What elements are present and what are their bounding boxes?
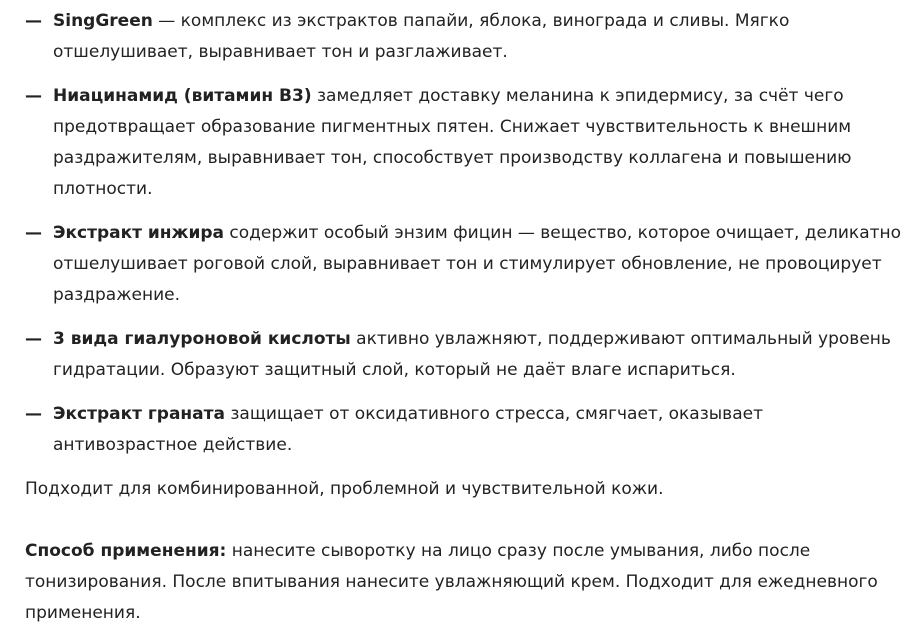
ingredient-list (25, 6, 907, 461)
usage-paragraph (25, 536, 907, 629)
ingredient-term: 3 вида гиалуроновой кислоты (53, 329, 351, 349)
ingredient-term: Экстракт инжира (53, 223, 225, 243)
dash-bullet: — (25, 404, 42, 424)
dash-bullet: — (25, 329, 42, 349)
dash-bullet: — (25, 86, 42, 106)
ingredient-item (25, 218, 907, 311)
ingredient-description: содержит особый энзим фицин — вещество, которое очищает, деликатно отшелушивает роговой слой, выравнивает тон и стимулирует обновление, не провоцирует раздражение. (53, 223, 902, 305)
dash-bullet: — (25, 11, 42, 31)
ingredient-description: замедляет доставку меланина к эпидермису, за счёт чего предотвращает образование пигментных пятен. Снижает чувствительность к внешним раздражителям, выравнивает тон, способствует производству коллагена и повышению плотности. (53, 86, 852, 199)
ingredient-term: SingGreen (53, 11, 153, 31)
usage-text: нанесите сыворотку на лицо сразу после умывания, либо после тонизирования. После впитывания нанесите увлажняющий крем. Подходит для ежедневного применения. (25, 541, 878, 623)
ingredient-item (25, 81, 907, 205)
ingredient-term: Экстракт граната (53, 404, 225, 424)
ingredient-item (25, 399, 907, 461)
ingredient-item (25, 6, 907, 68)
ingredient-description: активно увлажняют, поддерживают оптимальный уровень гидратации. Образуют защитный слой, который не даёт влаге испариться. (53, 329, 891, 380)
skin-types-note: Подходит для комбинированной, проблемной и чувствительной кожи. (25, 479, 664, 499)
ingredient-term: Ниацинамид (витамин B3) (53, 86, 312, 106)
usage-label: Способ применения: (25, 541, 227, 561)
ingredient-description: — комплекс из экстрактов папайи, яблока, винограда и сливы. Мягко отшелушивает, выравнивает тон и разглаживает. (53, 11, 790, 62)
dash-bullet: — (25, 223, 42, 243)
ingredient-item (25, 324, 907, 386)
ingredient-description: защищает от оксидативного стресса, смягчает, оказывает антивозрастное действие. (53, 404, 763, 455)
